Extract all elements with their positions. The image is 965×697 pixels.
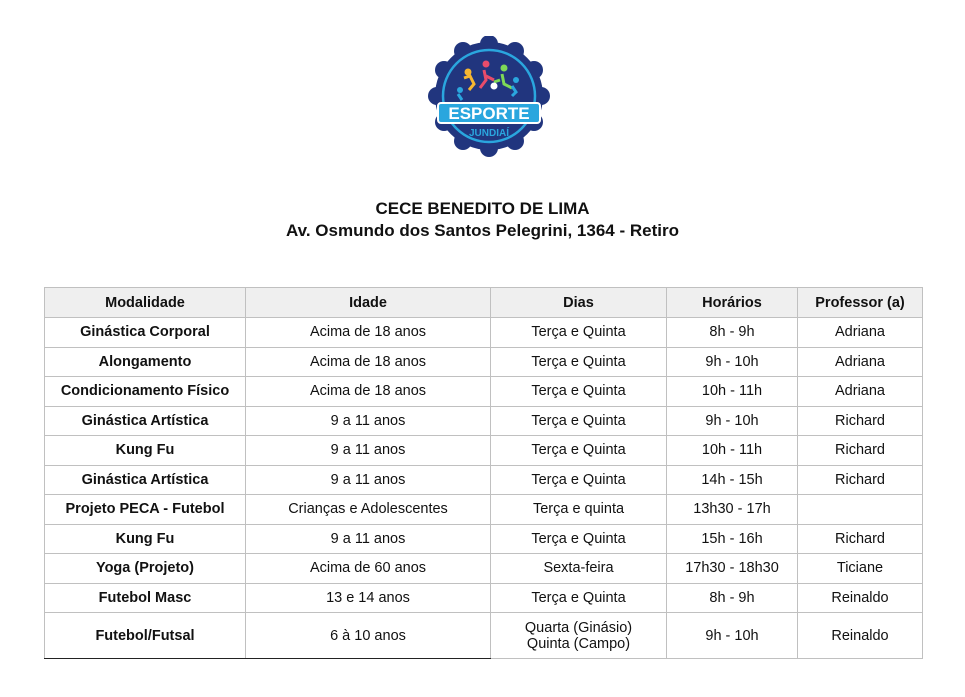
table-cell: Adriana xyxy=(798,377,923,407)
table-cell: Terça e Quinta xyxy=(491,406,667,436)
table-cell: 9 a 11 anos xyxy=(246,406,491,436)
table-cell: 9 a 11 anos xyxy=(246,524,491,554)
table-cell: Richard xyxy=(798,524,923,554)
modality-cell: Futebol/Futsal xyxy=(45,613,246,659)
logo-main-text: ESPORTE xyxy=(448,104,530,123)
column-header: Professor (a) xyxy=(798,288,923,318)
table-cell: Reinaldo xyxy=(798,583,923,613)
table-cell: 15h - 16h xyxy=(667,524,798,554)
table-cell xyxy=(798,495,923,525)
table-cell: 8h - 9h xyxy=(667,583,798,613)
esporte-jundiai-logo xyxy=(428,36,550,158)
table-cell: 9h - 10h xyxy=(667,347,798,377)
table-cell: 9h - 10h xyxy=(667,613,798,659)
table-row xyxy=(45,524,923,554)
table-cell: Crianças e Adolescentes xyxy=(246,495,491,525)
table-row xyxy=(45,406,923,436)
modality-cell: Condicionamento Físico xyxy=(45,377,246,407)
column-header: Horários xyxy=(667,288,798,318)
table-row xyxy=(45,465,923,495)
modality-cell: Ginástica Artística xyxy=(45,465,246,495)
table-cell: Acima de 18 anos xyxy=(246,347,491,377)
table-cell: 9 a 11 anos xyxy=(246,465,491,495)
schedule-table xyxy=(44,287,923,659)
modality-cell: Futebol Masc xyxy=(45,583,246,613)
table-header-row xyxy=(45,288,923,318)
table-cell: Sexta-feira xyxy=(491,554,667,584)
table-cell: Ticiane xyxy=(798,554,923,584)
table-cell: Adriana xyxy=(798,318,923,348)
table-row xyxy=(45,436,923,466)
table-cell: 9h - 10h xyxy=(667,406,798,436)
table-cell: Acima de 18 anos xyxy=(246,377,491,407)
modality-cell: Kung Fu xyxy=(45,436,246,466)
table-cell: Terça e Quinta xyxy=(491,465,667,495)
modality-cell: Kung Fu xyxy=(45,524,246,554)
column-header: Modalidade xyxy=(45,288,246,318)
column-header: Idade xyxy=(246,288,491,318)
table-cell: Quarta (Ginásio) Quinta (Campo) xyxy=(491,613,667,659)
table-cell: 8h - 9h xyxy=(667,318,798,348)
logo-sub-text: JUNDIAÍ xyxy=(468,128,510,139)
table-cell: Richard xyxy=(798,465,923,495)
table-cell: 6 à 10 anos xyxy=(246,613,491,659)
table-cell: Terça e Quinta xyxy=(491,347,667,377)
table-cell: 9 a 11 anos xyxy=(246,436,491,466)
page-title: CECE BENEDITO DE LIMA xyxy=(375,199,590,218)
table-cell: Richard xyxy=(798,436,923,466)
table-cell: 13 e 14 anos xyxy=(246,583,491,613)
modality-cell: Yoga (Projeto) xyxy=(45,554,246,584)
table-cell: 13h30 - 17h xyxy=(667,495,798,525)
table-cell: Richard xyxy=(798,406,923,436)
table-cell: Terça e Quinta xyxy=(491,583,667,613)
table-cell: 14h - 15h xyxy=(667,465,798,495)
table-cell: Terça e Quinta xyxy=(491,377,667,407)
table-cell: Adriana xyxy=(798,347,923,377)
table-row xyxy=(45,347,923,377)
column-header: Dias xyxy=(491,288,667,318)
table-row xyxy=(45,318,923,348)
table-cell: Acima de 60 anos xyxy=(246,554,491,584)
modality-cell: Ginástica Artística xyxy=(45,406,246,436)
table-row xyxy=(45,554,923,584)
modality-cell: Projeto PECA - Futebol xyxy=(45,495,246,525)
table-cell: 17h30 - 18h30 xyxy=(667,554,798,584)
table-cell: Terça e Quinta xyxy=(491,524,667,554)
modality-cell: Ginástica Corporal xyxy=(45,318,246,348)
table-row xyxy=(45,377,923,407)
table-cell: 10h - 11h xyxy=(667,377,798,407)
table-cell: 10h - 11h xyxy=(667,436,798,466)
table-cell: Terça e Quinta xyxy=(491,318,667,348)
page-address: Av. Osmundo dos Santos Pelegrini, 1364 - Retiro xyxy=(286,221,679,240)
table-cell: Acima de 18 anos xyxy=(246,318,491,348)
table-row xyxy=(45,583,923,613)
table-row xyxy=(45,613,923,659)
table-cell: Reinaldo xyxy=(798,613,923,659)
modality-cell: Alongamento xyxy=(45,347,246,377)
table-cell: Terça e quinta xyxy=(491,495,667,525)
table-row xyxy=(45,495,923,525)
table-cell: Terça e Quinta xyxy=(491,436,667,466)
